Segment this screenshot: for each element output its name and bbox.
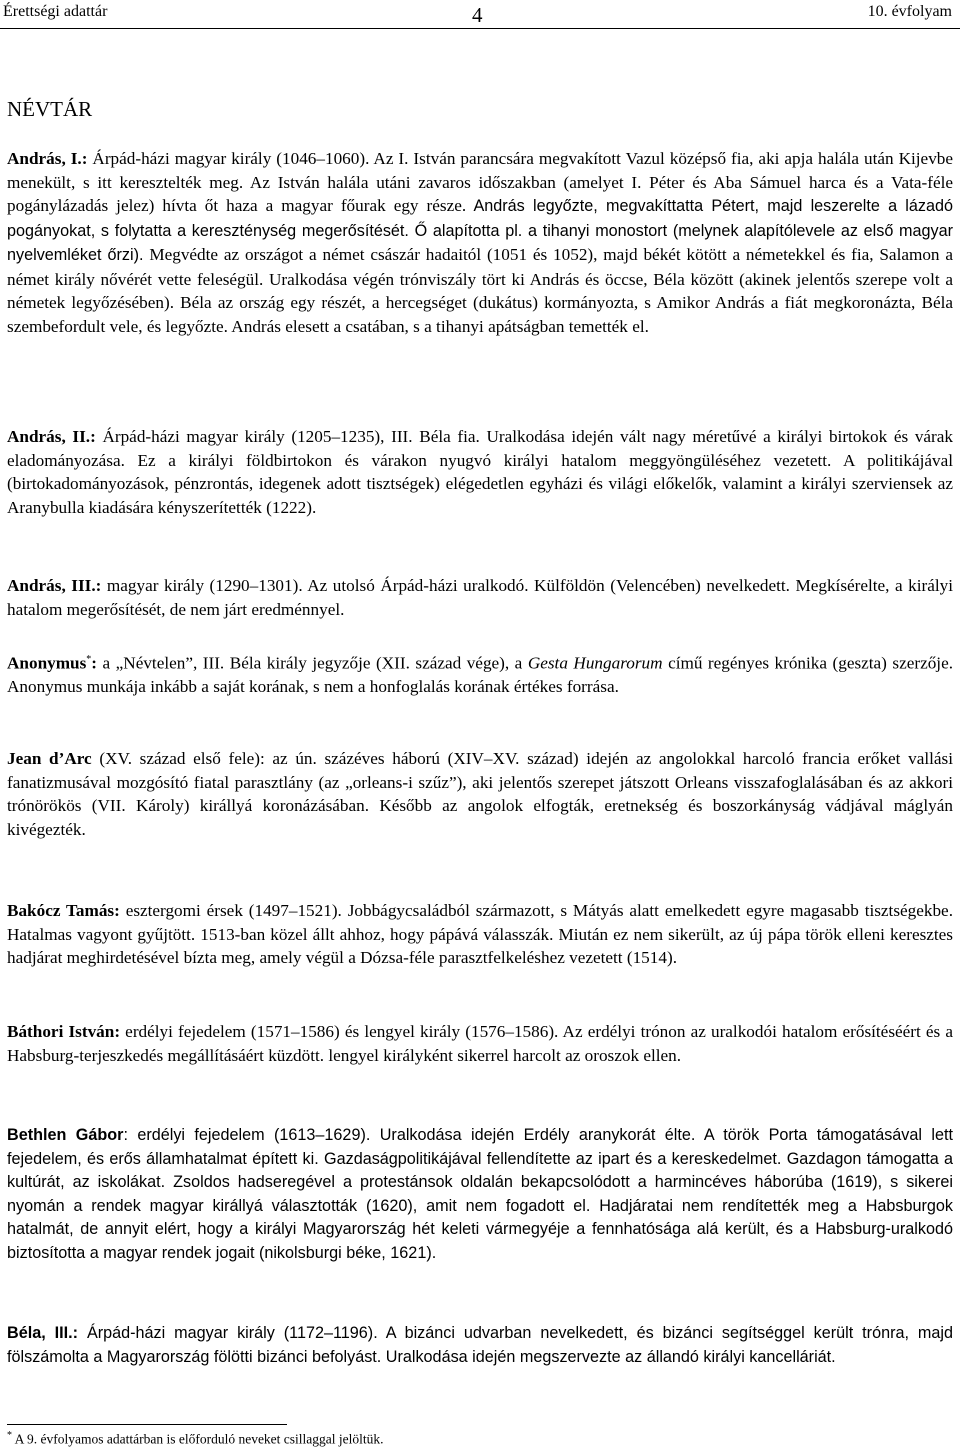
footnote-divider bbox=[7, 1424, 287, 1425]
entry-bethlen bbox=[7, 1124, 953, 1265]
entry-andras-1 bbox=[7, 147, 953, 338]
footnote-text: A 9. évfolyamos adattárban is előforduló neveket csillaggal jelöltük. bbox=[12, 1431, 384, 1447]
entry-text: esztergomi érsek (1497–1521). Jobbágycsaládból származott, s Mátyás alatt emelkedett egyre magasabb tisztségekbe. Hatalmas vagyont gyűjtött. 1513-ban közel állt ahhoz, hogy pápává válasszák. Miután ez nem sikerült, az új pápa török elleni keresztes hadjárat meghirdetésével bízta meg, amely végül a Dózsa-féle parasztfelkeléshez vezetett (1514). bbox=[7, 901, 953, 967]
entry-text: (XV. század első fele): az ún. százéves háború (XIV–XV. század) idején az angolokkal harcoló francia erőket vallási fanatizmusával mozgósító fiatal parasztlány (az „orleans-i szűz”), aki jelentős szerepet játszott Orleans visszafoglalásában és az akkori trónörökös (VII. Károly) királlyá koronázásában. Később az angolok elfogták, eretnekség és boszorkányság vádjával máglyán kivégezték. bbox=[7, 749, 953, 839]
entry-name: András, III.: bbox=[7, 576, 102, 595]
entry-bakocz bbox=[7, 899, 953, 970]
entry-name: András, II.: bbox=[7, 427, 96, 446]
star-mark: * bbox=[86, 654, 92, 665]
entry-andras-2 bbox=[7, 425, 953, 519]
footnote-mark: * bbox=[7, 1430, 12, 1441]
entry-colon: : bbox=[91, 653, 98, 673]
entry-name: Jean d’Arc bbox=[7, 749, 92, 768]
entry-andras-3 bbox=[7, 574, 953, 621]
entry-text: erdélyi fejedelem (1571–1586) és lengyel király (1576–1586). Az erdélyi trónon az uralkodói hatalom erősítéséért és a Habsburg-terjeszkedés megállításáért küzdött. lengyel királyként sikerrel harcolt az oroszok ellen. bbox=[7, 1022, 953, 1065]
entry-text: András legyőzte, megvakíttatta Pétert, majd leszerelte a lázadó pogányokat, s folytatta a kereszténység megerősítését. Ő alapította pl. a tihanyi monostort (melynek alapítólevele az első magyar nyelvemléket őrzi). bbox=[7, 197, 953, 264]
header-left: Érettségi adattár bbox=[3, 3, 108, 20]
header-right: 10. évfolyam bbox=[867, 3, 952, 20]
entry-anonymus bbox=[7, 648, 953, 699]
entry-jean-darc bbox=[7, 747, 953, 841]
entry-name: Bakócz Tamás: bbox=[7, 901, 120, 920]
entry-text: Megvédte az országot a német császár hadaitól (1051 és 1052), majd békét kötött a németekkel és fia, Salamon a német király nővérét vette feleségül. Uralkodása végén trónviszály tört ki András és öccse, Béla között (akinek jelentős szerepe volt a németek legyőzésében). Béla az ország egy részét, a hercegséget (dukátus) kormányozta, s Amikor András a fiát megkoronázta, Béla szembefordult vele, és legyőzte. András elesett a csatában, s a tihanyi apátságban temették el. bbox=[7, 245, 953, 336]
page-header bbox=[0, 0, 960, 29]
entry-text: : erdélyi fejedelem (1613–1629). Uralkodása idején Erdély aranykorát élte. A török Porta támogatásával lett fejedelem, és erős államhatalmat épített ki. Gazdaságpolitikájával fellendítette az ipart és a kereskedelmet. Gazdagon támogatta a kultúrát, az iskolákat. Zsoldos hadseregével a protestánsok oldalán bekapcsolódott a harmincéves háborúba (1619), s sikerei nyomán a rendek magyar királlyá választották (1620), amit nem fogadott el. Hadjáratai nem rendítették meg a Habsburgok hatalmát, de annyit elért, hogy a királyi Magyarország hét keleti vármegyéje a fennhatósága alá került, és a Habsburg-uralkodó biztosította a magyar rendek jogait (nikolsburgi béke, 1621). bbox=[7, 1126, 953, 1262]
entry-bathori bbox=[7, 1020, 953, 1067]
entry-text: Árpád-házi magyar király (1046–1060). Az I. István parancsára megvakított Vazul középső fia, aki apja halála után Kijevbe menekült, s itt keresztelték meg. Az István halála utáni zavaros időszakban (amelyet I. Péter és Aba Sámuel harca és a Vata-féle pogánylázadás jelez) hívta őt haza a magyar főurak egy része. bbox=[7, 149, 954, 215]
footnote bbox=[7, 1430, 384, 1448]
entry-name: Anonymus bbox=[7, 653, 87, 673]
entry-text: Árpád-házi magyar király (1172–1196). A bizánci udvarban nevelkedett, és bizánci segítséggel került trónra, majd fölszámolta a Magyarország fölötti bizánci befolyást. Uralkodása idején megszervezte az állandó királyi kancelláriát. bbox=[7, 1324, 953, 1366]
book-title: Gesta Hungarorum bbox=[527, 653, 663, 673]
section-title: NÉVTÁR bbox=[7, 97, 93, 121]
entry-text: a „Névtelen”, III. Béla király jegyzője (XII. század vége), a bbox=[97, 653, 528, 673]
page-number: 4 bbox=[472, 3, 483, 27]
entry-name: Béla, III.: bbox=[7, 1324, 79, 1342]
entry-text: magyar király (1290–1301). Az utolsó Árpád-házi uralkodó. Külföldön (Velencében) nevelkedett. Megkísérelte, a királyi hatalom megerősítését, de nem járt eredménnyel. bbox=[7, 576, 954, 619]
entry-name: András, I.: bbox=[7, 149, 88, 168]
entry-text: Árpád-házi magyar király (1205–1235), III. Béla fia. Uralkodása idején vált nagy méretűvé a királyi birtokok és várak eladományozása. Ez a királyi földbirtokon és várakon nyugvó királyi hatalom meggyöngüléséhez vezetett. A politikájával (birtokadományozások, pénzrontás, idegenek adott tisztségek) elégedetlen egyházi és világi előkelők, valamint a királyi szerviensek az Aranybulla kiadására kényszerítették (1222). bbox=[7, 427, 953, 517]
entry-bela-3 bbox=[7, 1322, 953, 1369]
entry-text: című regényes krónika (geszta) szerzője. Anonymus munkája inkább a saját korának, s nem a honfoglalás korának értékes forrása. bbox=[7, 653, 954, 697]
entry-name: Báthori István: bbox=[7, 1022, 121, 1041]
entry-name: Bethlen Gábor bbox=[7, 1126, 124, 1144]
